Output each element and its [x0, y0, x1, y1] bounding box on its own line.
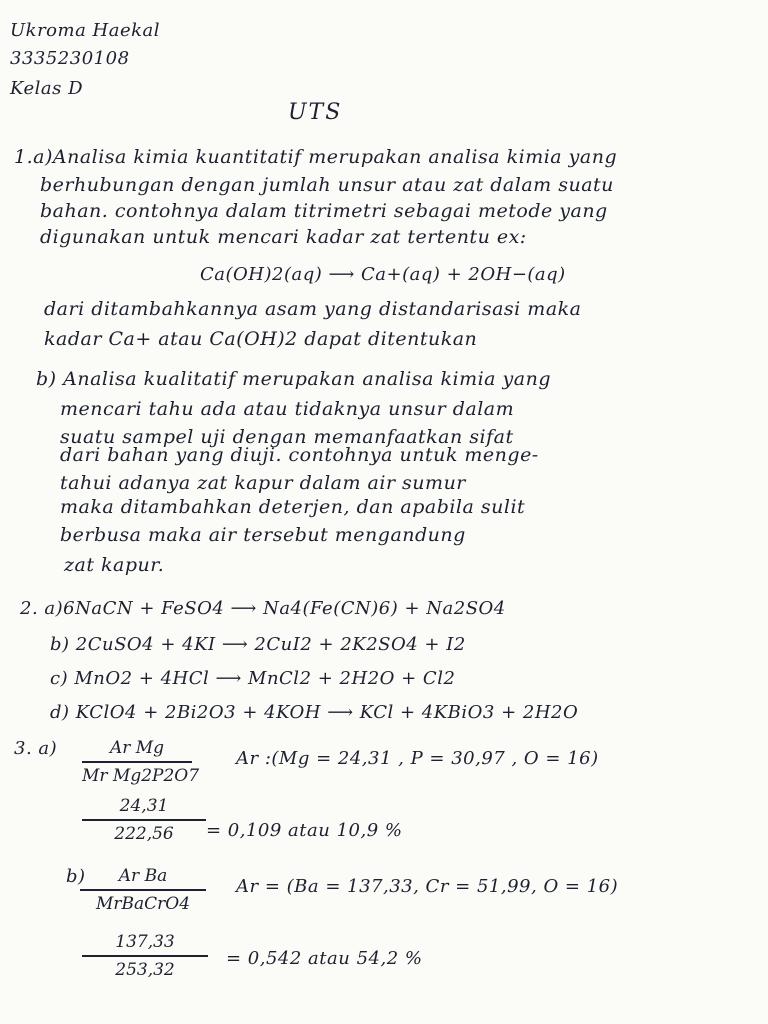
q2-line-b: b) 2CuSO4 + 4KI ⟶ 2CuI2 + 2K2SO4 + I2 — [50, 634, 466, 655]
student-number: 3335230108 — [10, 48, 130, 69]
q3b-fraction-values — [82, 932, 208, 980]
q1b-line-1: b) Analisa kualitatif merupakan analisa kimia yang — [36, 368, 552, 390]
q1a-line-2: berhubungan dengan jumlah unsur atau zat dalam suatu — [40, 174, 614, 196]
class-label: Kelas D — [10, 78, 83, 99]
q1b-line-8: zat kapur. — [64, 554, 165, 576]
q1b-line-5: tahui adanya zat kapur dalam air sumur — [60, 472, 466, 494]
q3a-fraction-formula — [82, 738, 200, 786]
q1a-line-4: digunakan untuk mencari kadar zat tertentu ex: — [40, 226, 527, 248]
q3b-result: = 0,542 atau 54,2 % — [226, 948, 423, 969]
q3b-value-denominator: 253,32 — [115, 960, 175, 980]
q2-line-a: 2. a)6NaCN + FeSO4 ⟶ Na4(Fe(CN)6) + Na2SO4 — [20, 598, 506, 619]
q2-line-d: d) KClO4 + 2Bi2O3 + 4KOH ⟶ KCl + 4KBiO3 + 2H2O — [50, 702, 579, 723]
fraction-bar — [82, 955, 208, 957]
q1b-line-7: berbusa maka air tersebut mengandung — [60, 524, 466, 546]
q1b-line-2: mencari tahu ada atau tidaknya unsur dalam — [60, 398, 515, 420]
q3a-value-denominator: 222,56 — [114, 824, 174, 844]
q3b-denominator: MrBaCrO4 — [95, 894, 191, 914]
q1b-line-3: suatu sampel uji dengan memanfaatkan sifat — [60, 426, 514, 448]
q3b-numerator: Ar Ba — [118, 866, 168, 886]
fraction-bar — [80, 889, 206, 891]
q2-line-c: c) MnO2 + 4HCl ⟶ MnCl2 + 2H2O + Cl2 — [50, 668, 456, 689]
q3b-ar-values: Ar = (Ba = 137,33, Cr = 51,99, O = 16) — [236, 876, 619, 897]
q1a-equation: Ca(OH)2(aq) ⟶ Ca+(aq) + 2OH−(aq) — [200, 264, 566, 285]
q3b-label: b) — [66, 866, 86, 887]
fraction-bar — [82, 761, 192, 763]
q3a-label: 3. a) — [14, 738, 58, 759]
q3b-value-numerator: 137,33 — [115, 932, 175, 952]
q3a-ar-values: Ar :(Mg = 24,31 , P = 30,97 , O = 16) — [236, 748, 599, 769]
q3a-denominator: Mr Mg2P2O7 — [82, 766, 200, 786]
page-title: UTS — [288, 100, 343, 125]
q3a-value-numerator: 24,31 — [119, 796, 169, 816]
fraction-bar — [82, 819, 206, 821]
q3a-result: = 0,109 atau 10,9 % — [206, 820, 403, 841]
q3b-fraction-formula — [80, 866, 206, 914]
q1a-line-1: 1.a)Analisa kimia kuantitatif merupakan analisa kimia yang — [14, 146, 618, 168]
q1b-line-6: maka ditambahkan deterjen, dan apabila sulit — [60, 496, 526, 518]
q3a-fraction-values — [82, 796, 206, 844]
q1a-line-7: kadar Ca+ atau Ca(OH)2 dapat ditentukan — [44, 328, 478, 350]
q1a-line-6: dari ditambahkannya asam yang distandarisasi maka — [44, 298, 582, 320]
q1b-line-4: dari bahan yang diuji. contohnya untuk menge- — [60, 444, 539, 466]
q1a-line-3: bahan. contohnya dalam titrimetri sebagai metode yang — [40, 200, 608, 222]
student-name: Ukroma Haekal — [10, 20, 161, 41]
q3a-numerator: Ar Mg — [109, 738, 165, 758]
